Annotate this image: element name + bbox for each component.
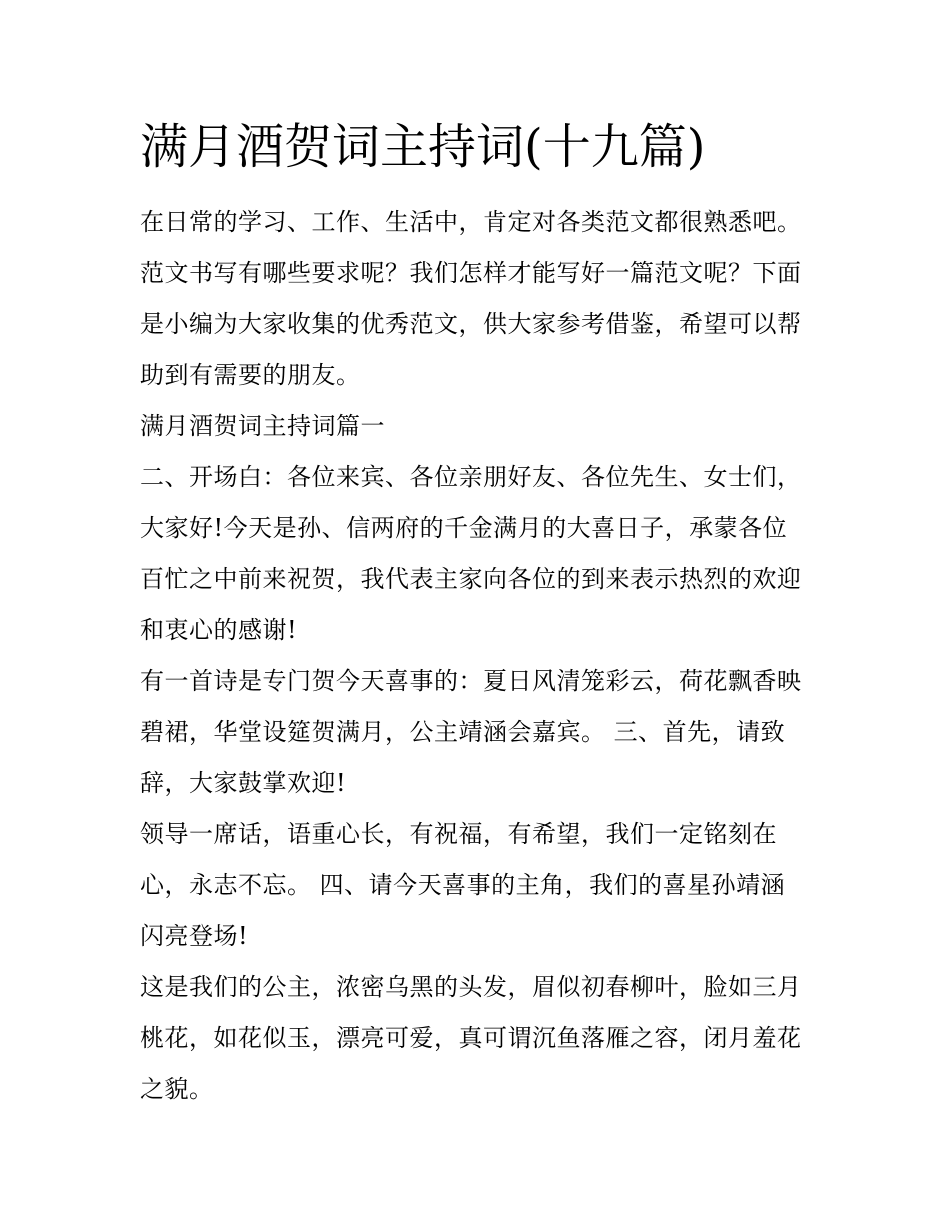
- document-title: 满月酒贺词主持词(十九篇): [140, 119, 706, 175]
- text-line: 领导一席话，语重心长，有祝福，有希望，我们一定铭刻在: [140, 820, 777, 848]
- text-line: 和衷心的感谢!: [140, 616, 298, 644]
- text-line: 满月酒贺词主持词篇一: [140, 412, 385, 440]
- text-line: 辞，大家鼓掌欢迎!: [140, 769, 347, 797]
- paragraph-leader: [140, 809, 830, 962]
- paragraph-intro: [140, 197, 830, 401]
- text-line: 百忙之中前来祝贺，我代表主家向各位的到来表示热烈的欢迎: [140, 565, 802, 593]
- text-line: 范文书写有哪些要求呢？我们怎样才能写好一篇范文呢？下面: [140, 259, 802, 287]
- document-body: [140, 197, 830, 1115]
- text-line: 有一首诗是专门贺今天喜事的：夏日风清笼彩云，荷花飘香映: [140, 667, 802, 695]
- text-line: 闪亮登场!: [140, 922, 249, 950]
- paragraph-princess: [140, 962, 830, 1115]
- section-heading: [140, 401, 830, 452]
- text-line: 桃花，如花似玉，漂亮可爱，真可谓沉鱼落雁之容，闭月羞花: [140, 1024, 802, 1052]
- paragraph-opening: [140, 452, 830, 656]
- text-line: 这是我们的公主，浓密乌黑的头发，眉似初春柳叶，脸如三月: [140, 973, 802, 1001]
- text-line: 助到有需要的朋友。: [140, 361, 361, 389]
- text-line: 二、开场白：各位来宾、各位亲朋好友、各位先生、女士们，: [140, 463, 802, 491]
- text-line: 是小编为大家收集的优秀范文，供大家参考借鉴，希望可以帮: [140, 310, 802, 338]
- text-line: 之貌。: [140, 1075, 214, 1103]
- text-line: 大家好!今天是孙、信两府的千金满月的大喜日子，承蒙各位: [140, 514, 788, 542]
- text-line: 碧裙，华堂设筵贺满月，公主靖涵会嘉宾。 三、首先，请致: [140, 718, 786, 746]
- text-line: 在日常的学习、工作、生活中，肯定对各类范文都很熟悉吧。: [140, 208, 802, 236]
- text-line: 心，永志不忘。 四、请今天喜事的主角，我们的喜星孙靖涵: [140, 871, 786, 899]
- paragraph-poem: [140, 656, 830, 809]
